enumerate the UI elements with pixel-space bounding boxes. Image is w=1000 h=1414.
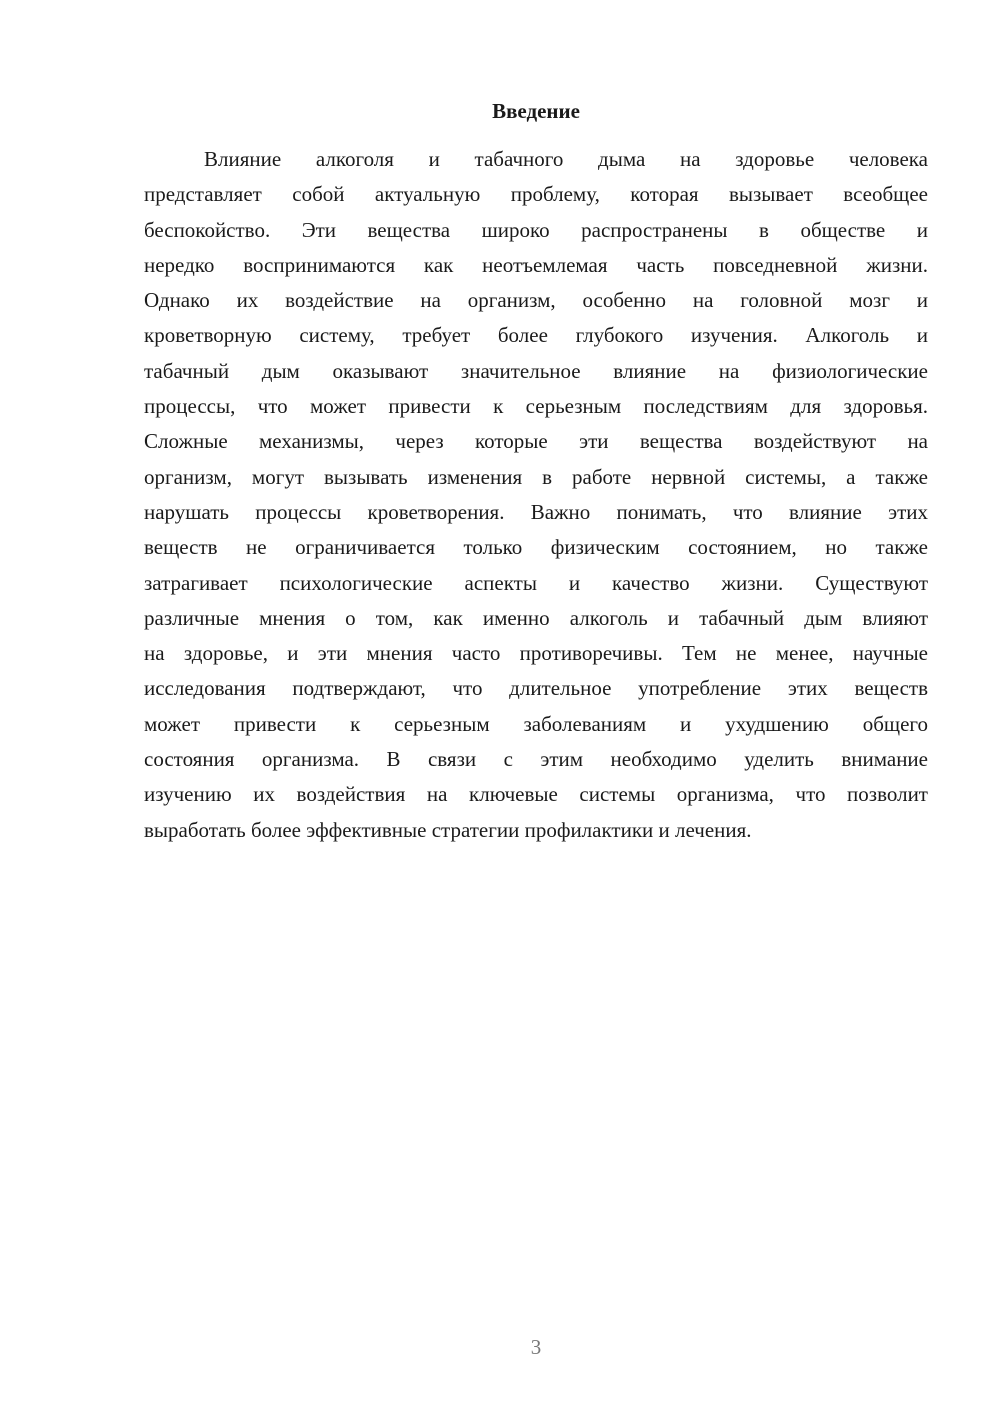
paragraph-line: состояния организма. В связи с этим необходимо уделить внимание [144,747,928,772]
paragraph-line: нарушать процессы кроветворения. Важно понимать, что влияние этих [144,499,928,524]
paragraph-line: Влияние алкоголя и табачного дыма на здоровье человека [204,147,928,171]
paragraph-line: различные мнения о том, как именно алкоголь и табачный дым влияют [144,605,928,630]
paragraph-line: беспокойство. Эти вещества широко распространены в обществе и [144,217,928,242]
paragraph-line: Сложные механизмы, через которые эти вещества воздействуют на [144,429,928,454]
paragraph-line: процессы, что может привести к серьезным последствиям для здоровья. [144,394,928,419]
paragraph-line: представляет собой актуальную проблему, которая вызывает всеобщее [144,182,928,207]
paragraph-line: Однако их воздействие на организм, особенно на головной мозг и [144,288,928,313]
paragraph-line: изучению их воздействия на ключевые системы организма, что позволит [144,782,928,807]
paragraph-line: может привести к серьезным заболеваниям и ухудшению общего [144,711,928,736]
paragraph-line: организм, могут вызывать изменения в работе нервной системы, а также [144,464,928,489]
page-number: 3 [530,1335,542,1359]
paragraph-line: на здоровье, и эти мнения часто противоречивы. Тем не менее, научные [144,641,928,666]
paragraph-line: нередко воспринимаются как неотъемлемая часть повседневной жизни. [144,252,928,277]
paragraph-line: кроветворную систему, требует более глубокого изучения. Алкоголь и [144,323,928,348]
paragraph-line: табачный дым оказывают значительное влияние на физиологические [144,358,928,383]
section-heading: Введение [492,99,580,123]
paragraph-line: веществ не ограничивается только физическим состоянием, но также [144,535,928,560]
introduction-paragraph [144,142,928,848]
paragraph-line: выработать более эффективные стратегии профилактики и лечения. [144,817,752,842]
paragraph-line: затрагивает психологические аспекты и качество жизни. Существуют [144,570,928,595]
paragraph-line: исследования подтверждают, что длительное употребление этих веществ [144,676,928,701]
